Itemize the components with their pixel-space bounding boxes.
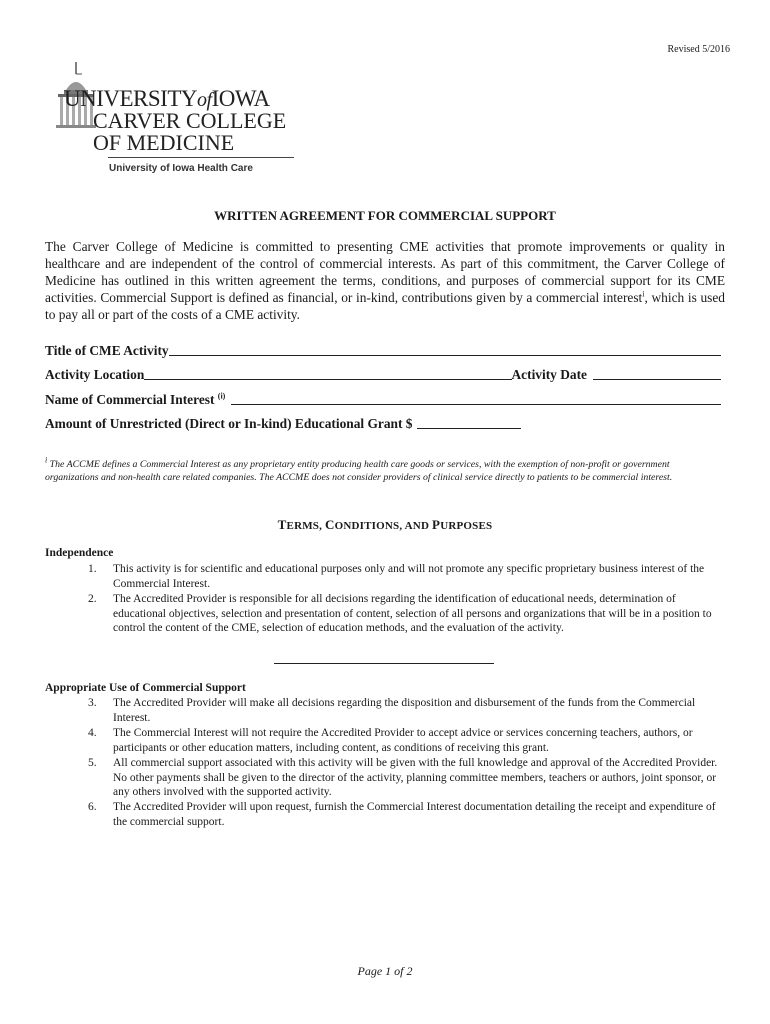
title-blank[interactable] <box>169 342 721 356</box>
university-logo <box>54 60 304 178</box>
page-number: Page 1 of 2 <box>357 964 413 978</box>
field-title-of-activity <box>45 342 721 359</box>
field-label: Amount of Unrestricted (Direct or In-kind) Educational Grant $ <box>45 416 413 431</box>
list-item: 3. The Accredited Provider will make all decisions regarding the disposition and disbursement of the funds from the Commercial Interest. <box>88 697 696 724</box>
list-item: 1. This activity is for scientific and educational purposes only and will not promote any specific proprietary business interest of the Commercial Interest. <box>88 563 705 590</box>
field-label: Activity Date <box>511 367 587 382</box>
location-blank[interactable] <box>144 366 511 380</box>
logo-carver-college: CARVER COLLEGE <box>93 108 287 133</box>
list-item: 6. The Accredited Provider will upon request, furnish the Commercial Interest documentation detailing the receipt and expenditure of the commercial support. <box>88 801 716 828</box>
section-divider <box>274 663 494 664</box>
date-blank[interactable] <box>593 366 721 380</box>
logo-university-of-iowa: UNIVERSITYofIOWA <box>64 86 270 111</box>
field-label: Name of Commercial Interest $^{(i)}$ <box>45 391 226 407</box>
list-item: 4. The Commercial Interest will not require the Accredited Provider to accept advice or services concerning teachers, authors, or participants or other education matters, including content, as conditions of receiving this grant. <box>88 727 693 754</box>
field-grant-amount <box>45 415 721 432</box>
list-item: 5. All commercial support associated with this activity will be given with the full knowledge and approval of the Accredited Provider. No other payments shall be given to the director of the activity, planning committee members, teachers or authors, joint sponsor, or any others involved with the supported activity. <box>88 757 718 798</box>
independence-heading: Independence <box>45 547 114 559</box>
field-label: Activity Location <box>45 367 145 382</box>
intro-paragraph: The Carver College of Medicine is committed to presenting CME activities that promote improvements or quality in healthcare and are independent of the control of commercial interests. As part of this commitment, the Carver College of Medicine has outlined in this written agreement the terms, conditions, and purposes of commercial support for its CME activities. Commercial Support is defined as financial, or in-kind, contributions given by a commercial interest$^i$, which is used to pay all or part of the costs of a CME activity. <box>45 239 725 322</box>
terms-heading: TERMS, CONDITIONS, AND PURPOSES <box>277 517 493 532</box>
footnote: $^i$ The ACCME defines a Commercial Interest as any proprietary entity producing health care goods or services, with the exemption of non-profit or government organizations and non-health care related companies. The ACCME does not consider providers of clinical service directly to patients to be commercial interest. <box>45 455 673 483</box>
revised-date: Revised 5/2016 <box>667 44 730 55</box>
field-location-date <box>45 366 721 383</box>
logo-divider <box>108 157 294 158</box>
document-title: WRITTEN AGREEMENT FOR COMMERCIAL SUPPORT <box>214 208 556 223</box>
grant-amount-blank[interactable] <box>417 415 521 429</box>
commercial-interest-blank[interactable] <box>231 391 721 405</box>
field-commercial-interest <box>45 391 721 408</box>
appropriate-use-heading: Appropriate Use of Commercial Support <box>45 682 246 694</box>
list-item: 2. The Accredited Provider is responsible for all decisions regarding the identification of educational needs, determination of educational objectives, selection and presentation of content, selection of all persons and organizations that will be in a position to control the content of the CME, selection of education methods, and the evaluation of the activity. <box>88 593 712 634</box>
logo-subtitle: University of Iowa Health Care <box>109 163 253 174</box>
field-label: Title of CME Activity <box>45 343 169 358</box>
logo-of-medicine: OF MEDICINE <box>93 130 235 155</box>
